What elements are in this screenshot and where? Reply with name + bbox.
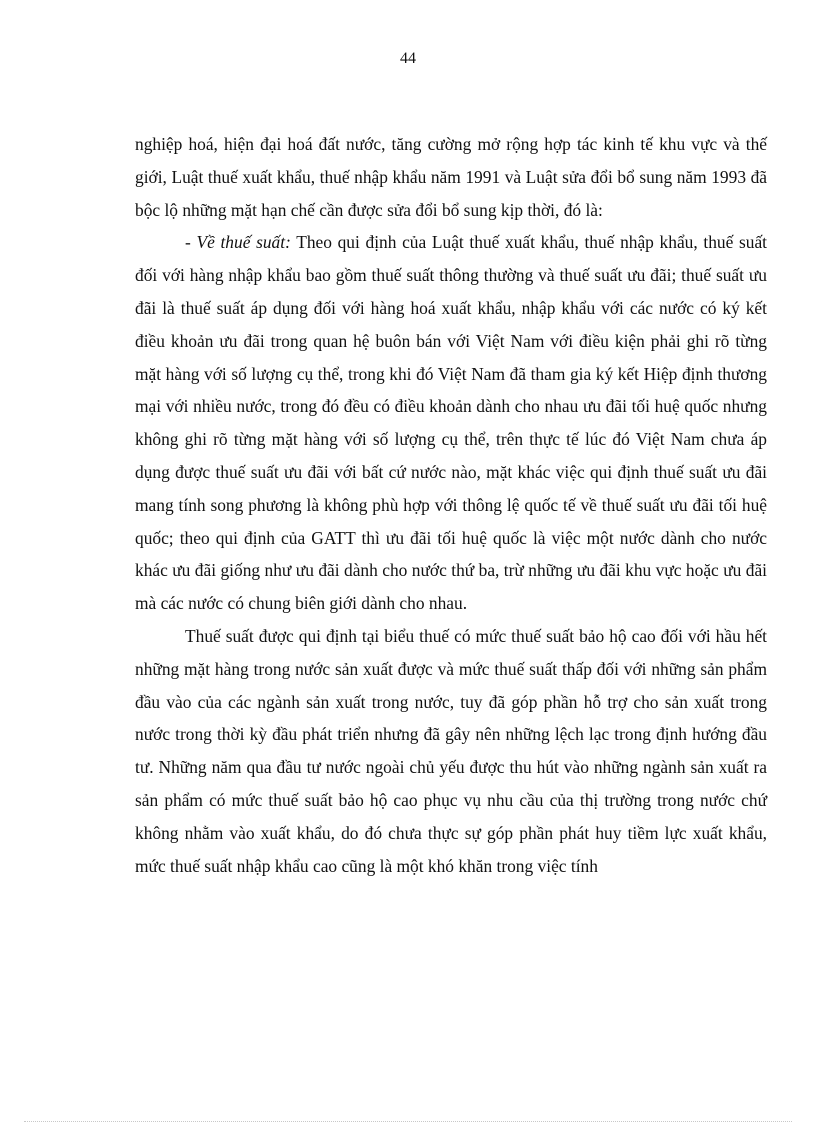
page-bottom-divider [24, 1121, 792, 1122]
paragraph-1-text: nghiệp hoá, hiện đại hoá đất nước, tăng cường mở rộng hợp tác kinh tế khu vực và thế giới, Luật thuế xuất khẩu, thuế nhập khẩu năm 1991 và Luật sửa đổi bổ sung năm 1993 đã bộc lộ những mặt hạn chế cần được sửa đổi bổ sung kịp thời, đó là: [135, 134, 767, 220]
paragraph-2-text: Theo qui định của Luật thuế xuất khẩu, thuế nhập khẩu, thuế suất đối với hàng nhập khẩu bao gồm thuế suất thông thường và thuế suất ưu đãi; thuế suất ưu đãi là thuế suất áp dụng đối với hàng hoá xuất khẩu, nhập khẩu với các nước có ký kết điều khoản ưu đãi trong quan hệ buôn bán với Việt Nam với điều kiện phải ghi rõ từng mặt hàng với số lượng cụ thể, trong khi đó Việt Nam đã tham gia ký kết Hiệp định thương mại với nhiều nước, trong đó đều có điều khoản dành cho nhau ưu đãi tối huệ quốc nhưng không ghi rõ từng mặt hàng với số lượng cụ thể, trên thực tế lúc đó Việt Nam chưa áp dụng được thuế suất ưu đãi với bất cứ nước nào, mặt khác việc qui định thuế suất ưu đãi mang tính song phương là không phù hợp với thông lệ quốc tế về thuế suất ưu đãi tối huệ quốc; theo qui định của GATT thì ưu đãi tối huệ quốc là việc một nước dành cho nước khác ưu đãi giống như ưu đãi dành cho nước thứ ba, trừ những ưu đãi khu vực hoặc ưu đãi mà các nước có chung biên giới dành cho nhau. [135, 232, 767, 614]
page-number: 44 [400, 50, 416, 67]
paragraph-3-text: Thuế suất được qui định tại biểu thuế có mức thuế suất bảo hộ cao đối với hầu hết những mặt hàng trong nước sản xuất được và mức thuế suất thấp đối với những sản phẩm đầu vào của các ngành sản xuất trong nước, tuy đã góp phần hỗ trợ cho sản xuất trong nước trong thời kỳ đầu phát triển nhưng đã gây nên những lệch lạc trong định hướng đầu tư. Những năm qua đầu tư nước ngoài chủ yếu được thu hút vào những ngành sản xuất ra sản phẩm có mức thuế suất bảo hộ cao phục vụ nhu cầu của thị trường trong nước chứ không nhằm vào xuất khẩu, do đó chưa thực sự góp phần phát huy tiềm lực xuất khẩu, mức thuế suất nhập khẩu cao cũng là một khó khăn trong việc tính [135, 625, 767, 876]
paragraph-3 [135, 620, 767, 882]
paragraph-1 [135, 128, 767, 226]
paragraph-2 [135, 226, 767, 620]
paragraph-2-label: - Về thuế suất: [185, 232, 291, 253]
body-text [135, 128, 767, 882]
